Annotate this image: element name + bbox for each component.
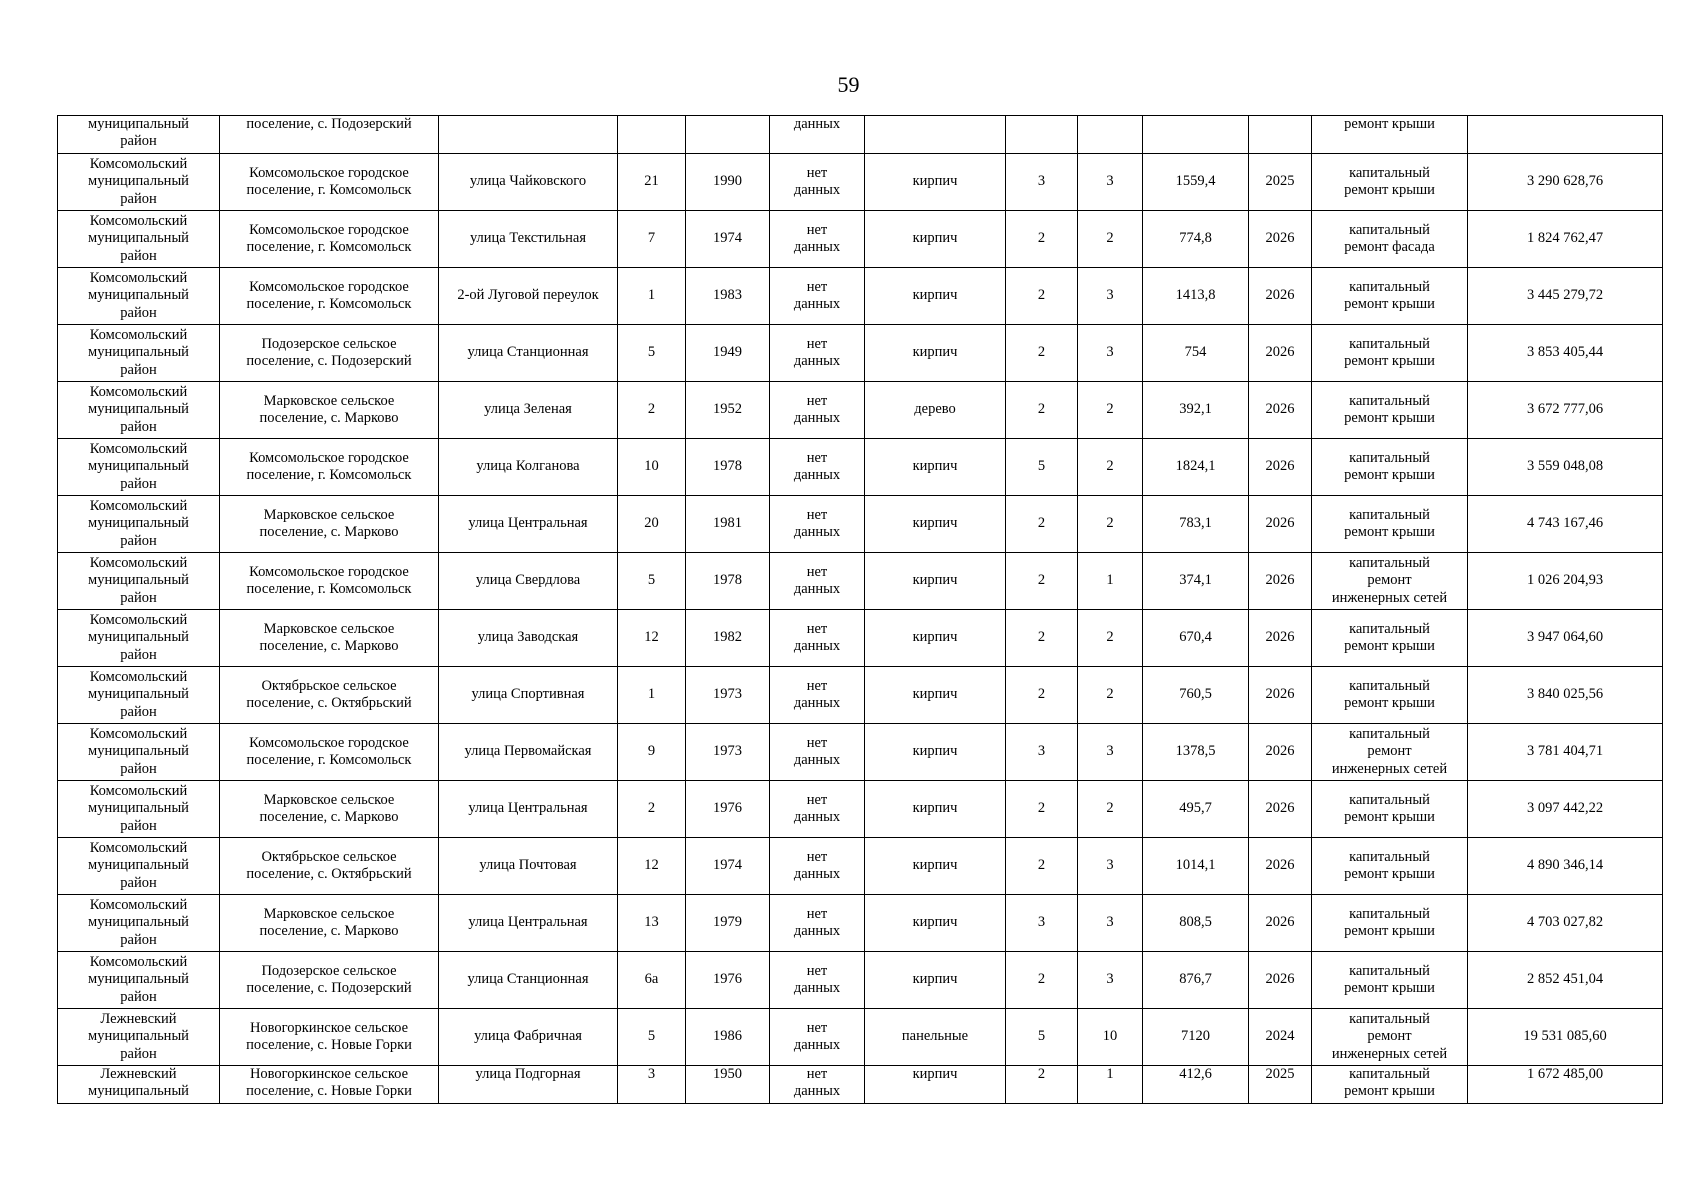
cell-entrances: 2 xyxy=(1078,496,1143,553)
cell-cost: 19 531 085,60 xyxy=(1468,1009,1663,1066)
cell-year: 2026 xyxy=(1249,496,1312,553)
cell-cost: 3 947 064,60 xyxy=(1468,610,1663,667)
cell-wall-material: панельные xyxy=(865,1009,1006,1066)
cell-year: 2026 xyxy=(1249,667,1312,724)
cell-work-type: капитальный ремонт крыши xyxy=(1312,325,1468,382)
cell-build-year: 1990 xyxy=(686,154,770,211)
cell-wear: нет данных xyxy=(770,496,865,553)
cell-build-year: 1979 xyxy=(686,895,770,952)
cell-build-year: 1973 xyxy=(686,667,770,724)
table-row xyxy=(58,724,1663,781)
cell-house-number: 7 xyxy=(618,211,686,268)
cell-wall-material: кирпич xyxy=(865,724,1006,781)
cell-wear: нет данных xyxy=(770,553,865,610)
cell-district: Комсомольский муниципальный район xyxy=(58,154,220,211)
table-row-continued xyxy=(58,116,1663,154)
cell-cost xyxy=(1468,116,1663,154)
cell-street: улица Чайковского xyxy=(439,154,618,211)
page-number: 59 xyxy=(837,72,860,97)
cell-cost: 3 853 405,44 xyxy=(1468,325,1663,382)
table-row xyxy=(58,610,1663,667)
cell-cost: 1 026 204,93 xyxy=(1468,553,1663,610)
cell-work-type: капитальный ремонт крыши xyxy=(1312,667,1468,724)
cell-entrances xyxy=(1078,116,1143,154)
cell-work-type: капитальный ремонт крыши xyxy=(1312,838,1468,895)
table-row xyxy=(58,439,1663,496)
cell-district: Комсомольский муниципальный район xyxy=(58,610,220,667)
cell-wall-material: кирпич xyxy=(865,325,1006,382)
cell-cost: 3 559 048,08 xyxy=(1468,439,1663,496)
cell-floors: 2 xyxy=(1006,667,1078,724)
cell-entrances: 3 xyxy=(1078,724,1143,781)
cell-street: улица Фабричная xyxy=(439,1009,618,1066)
cell-street xyxy=(439,116,618,154)
cell-settlement: Марковское сельское поселение, с. Марково xyxy=(220,895,439,952)
cell-wear: нет данных xyxy=(770,382,865,439)
cell-wear: нет данных xyxy=(770,211,865,268)
cell-cost: 3 672 777,06 xyxy=(1468,382,1663,439)
cell-settlement: Марковское сельское поселение, с. Марково xyxy=(220,610,439,667)
cell-floors: 2 xyxy=(1006,838,1078,895)
cell-district: Комсомольский муниципальный район xyxy=(58,382,220,439)
cell-year: 2026 xyxy=(1249,325,1312,382)
cell-wear: нет данных xyxy=(770,1009,865,1066)
cell-wall-material xyxy=(865,116,1006,154)
cell-build-year: 1952 xyxy=(686,382,770,439)
cell-house-number: 12 xyxy=(618,838,686,895)
cell-wear: нет данных xyxy=(770,154,865,211)
cell-street: улица Станционная xyxy=(439,325,618,382)
cell-house-number: 21 xyxy=(618,154,686,211)
cell-house-number: 3 xyxy=(618,1066,686,1104)
cell-wear: нет данных xyxy=(770,610,865,667)
cell-build-year: 1949 xyxy=(686,325,770,382)
cell-house-number xyxy=(618,116,686,154)
cell-work-type: капитальный ремонт крыши xyxy=(1312,154,1468,211)
cell-area: 876,7 xyxy=(1143,952,1249,1009)
cell-floors: 2 xyxy=(1006,211,1078,268)
cell-floors: 2 xyxy=(1006,553,1078,610)
cell-entrances: 3 xyxy=(1078,952,1143,1009)
cell-district: Комсомольский муниципальный район xyxy=(58,325,220,382)
cell-entrances: 3 xyxy=(1078,154,1143,211)
table-row xyxy=(58,382,1663,439)
cell-floors: 5 xyxy=(1006,1009,1078,1066)
cell-street: улица Зеленая xyxy=(439,382,618,439)
cell-wall-material: кирпич xyxy=(865,895,1006,952)
cell-work-type: капитальный ремонт фасада xyxy=(1312,211,1468,268)
cell-settlement: Марковское сельское поселение, с. Марково xyxy=(220,781,439,838)
cell-wall-material: кирпич xyxy=(865,439,1006,496)
cell-wear: нет данных xyxy=(770,325,865,382)
cell-wear: нет данных xyxy=(770,895,865,952)
cell-entrances: 2 xyxy=(1078,781,1143,838)
cell-area: 1378,5 xyxy=(1143,724,1249,781)
cell-house-number: 2 xyxy=(618,781,686,838)
table-row xyxy=(58,496,1663,553)
cell-street: улица Первомайская xyxy=(439,724,618,781)
cell-wall-material: кирпич xyxy=(865,553,1006,610)
cell-house-number: 5 xyxy=(618,1009,686,1066)
table-row xyxy=(58,838,1663,895)
cell-year: 2026 xyxy=(1249,382,1312,439)
cell-house-number: 12 xyxy=(618,610,686,667)
cell-district: Комсомольский муниципальный район xyxy=(58,838,220,895)
cell-street: улица Центральная xyxy=(439,496,618,553)
cell-area: 760,5 xyxy=(1143,667,1249,724)
cell-entrances: 1 xyxy=(1078,553,1143,610)
cell-floors: 2 xyxy=(1006,496,1078,553)
cell-district: Лежневский муниципальный xyxy=(58,1066,220,1104)
cell-wear: нет данных xyxy=(770,439,865,496)
cell-year: 2024 xyxy=(1249,1009,1312,1066)
cell-floors: 2 xyxy=(1006,952,1078,1009)
cell-floors: 2 xyxy=(1006,325,1078,382)
cell-entrances: 2 xyxy=(1078,211,1143,268)
cell-area: 412,6 xyxy=(1143,1066,1249,1104)
cell-year: 2026 xyxy=(1249,895,1312,952)
cell-build-year: 1978 xyxy=(686,439,770,496)
cell-build-year: 1976 xyxy=(686,952,770,1009)
cell-district: Комсомольский муниципальный район xyxy=(58,667,220,724)
cell-entrances: 3 xyxy=(1078,895,1143,952)
cell-district: Комсомольский муниципальный район xyxy=(58,268,220,325)
cell-house-number: 9 xyxy=(618,724,686,781)
cell-area: 808,5 xyxy=(1143,895,1249,952)
cell-settlement: Марковское сельское поселение, с. Марково xyxy=(220,496,439,553)
cell-year: 2026 xyxy=(1249,268,1312,325)
cell-entrances: 1 xyxy=(1078,1066,1143,1104)
cell-wall-material: кирпич xyxy=(865,781,1006,838)
cell-district: Комсомольский муниципальный район xyxy=(58,439,220,496)
cell-area: 495,7 xyxy=(1143,781,1249,838)
table-row xyxy=(58,1009,1663,1066)
cell-cost: 4 743 167,46 xyxy=(1468,496,1663,553)
cell-house-number: 13 xyxy=(618,895,686,952)
cell-settlement: Комсомольское городское поселение, г. Комсомольск xyxy=(220,268,439,325)
cell-district: Комсомольский муниципальный район xyxy=(58,553,220,610)
cell-work-type: капитальный ремонт крыши xyxy=(1312,1066,1468,1104)
cell-year: 2026 xyxy=(1249,439,1312,496)
cell-year: 2026 xyxy=(1249,952,1312,1009)
cell-district: Лежневский муниципальный район xyxy=(58,1009,220,1066)
cell-floors: 2 xyxy=(1006,382,1078,439)
cell-wear: нет данных xyxy=(770,667,865,724)
cell-year: 2026 xyxy=(1249,838,1312,895)
cell-floors: 3 xyxy=(1006,724,1078,781)
cell-wear: нет данных xyxy=(770,838,865,895)
cell-build-year: 1950 xyxy=(686,1066,770,1104)
cell-wall-material: кирпич xyxy=(865,1066,1006,1104)
table-row xyxy=(58,325,1663,382)
cell-house-number: 1 xyxy=(618,667,686,724)
cell-floors xyxy=(1006,116,1078,154)
cell-house-number: 5 xyxy=(618,553,686,610)
cell-district: Комсомольский муниципальный район xyxy=(58,895,220,952)
cell-wall-material: кирпич xyxy=(865,496,1006,553)
cell-work-type: капитальный ремонт инженерных сетей xyxy=(1312,724,1468,781)
cell-cost: 4 890 346,14 xyxy=(1468,838,1663,895)
cell-wall-material: кирпич xyxy=(865,211,1006,268)
cell-work-type: капитальный ремонт крыши xyxy=(1312,610,1468,667)
cell-district: Комсомольский муниципальный район xyxy=(58,211,220,268)
cell-settlement: Подозерское сельское поселение, с. Подозерский xyxy=(220,952,439,1009)
cell-area: 754 xyxy=(1143,325,1249,382)
cell-settlement: Комсомольское городское поселение, г. Комсомольск xyxy=(220,154,439,211)
cell-district: Комсомольский муниципальный район xyxy=(58,724,220,781)
cell-year: 2026 xyxy=(1249,610,1312,667)
cell-cost: 3 781 404,71 xyxy=(1468,724,1663,781)
cell-wear: данных xyxy=(770,116,865,154)
cell-work-type: капитальный ремонт инженерных сетей xyxy=(1312,1009,1468,1066)
cell-wall-material: кирпич xyxy=(865,667,1006,724)
cell-street: улица Заводская xyxy=(439,610,618,667)
cell-area: 1824,1 xyxy=(1143,439,1249,496)
cell-area: 783,1 xyxy=(1143,496,1249,553)
cell-work-type: капитальный ремонт крыши xyxy=(1312,952,1468,1009)
cell-wall-material: дерево xyxy=(865,382,1006,439)
cell-entrances: 2 xyxy=(1078,610,1143,667)
cell-street: улица Почтовая xyxy=(439,838,618,895)
cell-area: 774,8 xyxy=(1143,211,1249,268)
cell-settlement: Комсомольское городское поселение, г. Комсомольск xyxy=(220,211,439,268)
table-row xyxy=(58,781,1663,838)
cell-build-year: 1974 xyxy=(686,838,770,895)
cell-house-number: 6а xyxy=(618,952,686,1009)
cell-street: улица Колганова xyxy=(439,439,618,496)
cell-district: Комсомольский муниципальный район xyxy=(58,952,220,1009)
cell-cost: 1 824 762,47 xyxy=(1468,211,1663,268)
cell-wall-material: кирпич xyxy=(865,838,1006,895)
cell-house-number: 2 xyxy=(618,382,686,439)
cell-wall-material: кирпич xyxy=(865,268,1006,325)
cell-build-year: 1983 xyxy=(686,268,770,325)
cell-cost: 2 852 451,04 xyxy=(1468,952,1663,1009)
cell-area: 670,4 xyxy=(1143,610,1249,667)
cell-street: улица Подгорная xyxy=(439,1066,618,1104)
cell-cost: 3 097 442,22 xyxy=(1468,781,1663,838)
cell-year: 2026 xyxy=(1249,781,1312,838)
cell-area: 392,1 xyxy=(1143,382,1249,439)
cell-wall-material: кирпич xyxy=(865,154,1006,211)
cell-work-type: капитальный ремонт крыши xyxy=(1312,268,1468,325)
cell-work-type: ремонт крыши xyxy=(1312,116,1468,154)
cell-cost: 3 290 628,76 xyxy=(1468,154,1663,211)
cell-area xyxy=(1143,116,1249,154)
cell-build-year: 1976 xyxy=(686,781,770,838)
cell-settlement: Марковское сельское поселение, с. Марково xyxy=(220,382,439,439)
cell-entrances: 3 xyxy=(1078,268,1143,325)
cell-year: 2026 xyxy=(1249,553,1312,610)
cell-entrances: 10 xyxy=(1078,1009,1143,1066)
cell-build-year: 1973 xyxy=(686,724,770,781)
cell-entrances: 2 xyxy=(1078,382,1143,439)
table-row xyxy=(58,553,1663,610)
table-row-cut xyxy=(58,1066,1663,1104)
cell-area: 7120 xyxy=(1143,1009,1249,1066)
table-row xyxy=(58,211,1663,268)
cell-district: муниципальный район xyxy=(58,116,220,154)
cell-wall-material: кирпич xyxy=(865,610,1006,667)
cell-work-type: капитальный ремонт крыши xyxy=(1312,439,1468,496)
cell-settlement: Подозерское сельское поселение, с. Подозерский xyxy=(220,325,439,382)
cell-area: 1559,4 xyxy=(1143,154,1249,211)
cell-street: улица Спортивная xyxy=(439,667,618,724)
cell-build-year: 1981 xyxy=(686,496,770,553)
cell-cost: 3 840 025,56 xyxy=(1468,667,1663,724)
cell-floors: 5 xyxy=(1006,439,1078,496)
cell-floors: 2 xyxy=(1006,268,1078,325)
cell-build-year: 1978 xyxy=(686,553,770,610)
cell-build-year: 1974 xyxy=(686,211,770,268)
cell-entrances: 2 xyxy=(1078,667,1143,724)
cell-floors: 2 xyxy=(1006,610,1078,667)
table-row xyxy=(58,154,1663,211)
cell-floors: 2 xyxy=(1006,1066,1078,1104)
cell-work-type: капитальный ремонт инженерных сетей xyxy=(1312,553,1468,610)
cell-area: 374,1 xyxy=(1143,553,1249,610)
cell-street: улица Станционная xyxy=(439,952,618,1009)
cell-year xyxy=(1249,116,1312,154)
cell-floors: 2 xyxy=(1006,781,1078,838)
cell-wear: нет данных xyxy=(770,781,865,838)
cell-settlement: Новогоркинское сельское поселение, с. Новые Горки xyxy=(220,1009,439,1066)
cell-cost: 1 672 485,00 xyxy=(1468,1066,1663,1104)
cell-district: Комсомольский муниципальный район xyxy=(58,496,220,553)
cell-house-number: 10 xyxy=(618,439,686,496)
cell-cost: 3 445 279,72 xyxy=(1468,268,1663,325)
table-row xyxy=(58,952,1663,1009)
cell-house-number: 5 xyxy=(618,325,686,382)
cell-work-type: капитальный ремонт крыши xyxy=(1312,895,1468,952)
cell-area: 1413,8 xyxy=(1143,268,1249,325)
cell-district: Комсомольский муниципальный район xyxy=(58,781,220,838)
cell-street: улица Центральная xyxy=(439,895,618,952)
cell-work-type: капитальный ремонт крыши xyxy=(1312,382,1468,439)
cell-cost: 4 703 027,82 xyxy=(1468,895,1663,952)
cell-wear: нет данных xyxy=(770,268,865,325)
cell-build-year: 1982 xyxy=(686,610,770,667)
cell-entrances: 3 xyxy=(1078,325,1143,382)
table-row xyxy=(58,895,1663,952)
cell-area: 1014,1 xyxy=(1143,838,1249,895)
cell-settlement: Комсомольское городское поселение, г. Комсомольск xyxy=(220,439,439,496)
cell-wall-material: кирпич xyxy=(865,952,1006,1009)
cell-street: улица Текстильная xyxy=(439,211,618,268)
cell-wear: нет данных xyxy=(770,724,865,781)
cell-year: 2025 xyxy=(1249,154,1312,211)
table-row xyxy=(58,667,1663,724)
cell-build-year xyxy=(686,116,770,154)
cell-settlement: Октябрьское сельское поселение, с. Октябрьский xyxy=(220,667,439,724)
cell-settlement: Комсомольское городское поселение, г. Комсомольск xyxy=(220,724,439,781)
cell-street: улица Центральная xyxy=(439,781,618,838)
housing-repair-table xyxy=(57,115,1663,1104)
cell-settlement: Октябрьское сельское поселение, с. Октябрьский xyxy=(220,838,439,895)
cell-floors: 3 xyxy=(1006,154,1078,211)
cell-street: 2-ой Луговой переулок xyxy=(439,268,618,325)
cell-year: 2026 xyxy=(1249,211,1312,268)
cell-entrances: 2 xyxy=(1078,439,1143,496)
cell-wear: нет данных xyxy=(770,952,865,1009)
cell-build-year: 1986 xyxy=(686,1009,770,1066)
cell-settlement: Комсомольское городское поселение, г. Комсомольск xyxy=(220,553,439,610)
table-row xyxy=(58,268,1663,325)
cell-settlement: Новогоркинское сельское поселение, с. Новые Горки xyxy=(220,1066,439,1104)
cell-floors: 3 xyxy=(1006,895,1078,952)
cell-work-type: капитальный ремонт крыши xyxy=(1312,781,1468,838)
cell-year: 2025 xyxy=(1249,1066,1312,1104)
cell-entrances: 3 xyxy=(1078,838,1143,895)
cell-street: улица Свердлова xyxy=(439,553,618,610)
cell-house-number: 20 xyxy=(618,496,686,553)
cell-settlement: поселение, с. Подозерский xyxy=(220,116,439,154)
cell-wear: нет данных xyxy=(770,1066,865,1104)
cell-house-number: 1 xyxy=(618,268,686,325)
cell-work-type: капитальный ремонт крыши xyxy=(1312,496,1468,553)
cell-year: 2026 xyxy=(1249,724,1312,781)
